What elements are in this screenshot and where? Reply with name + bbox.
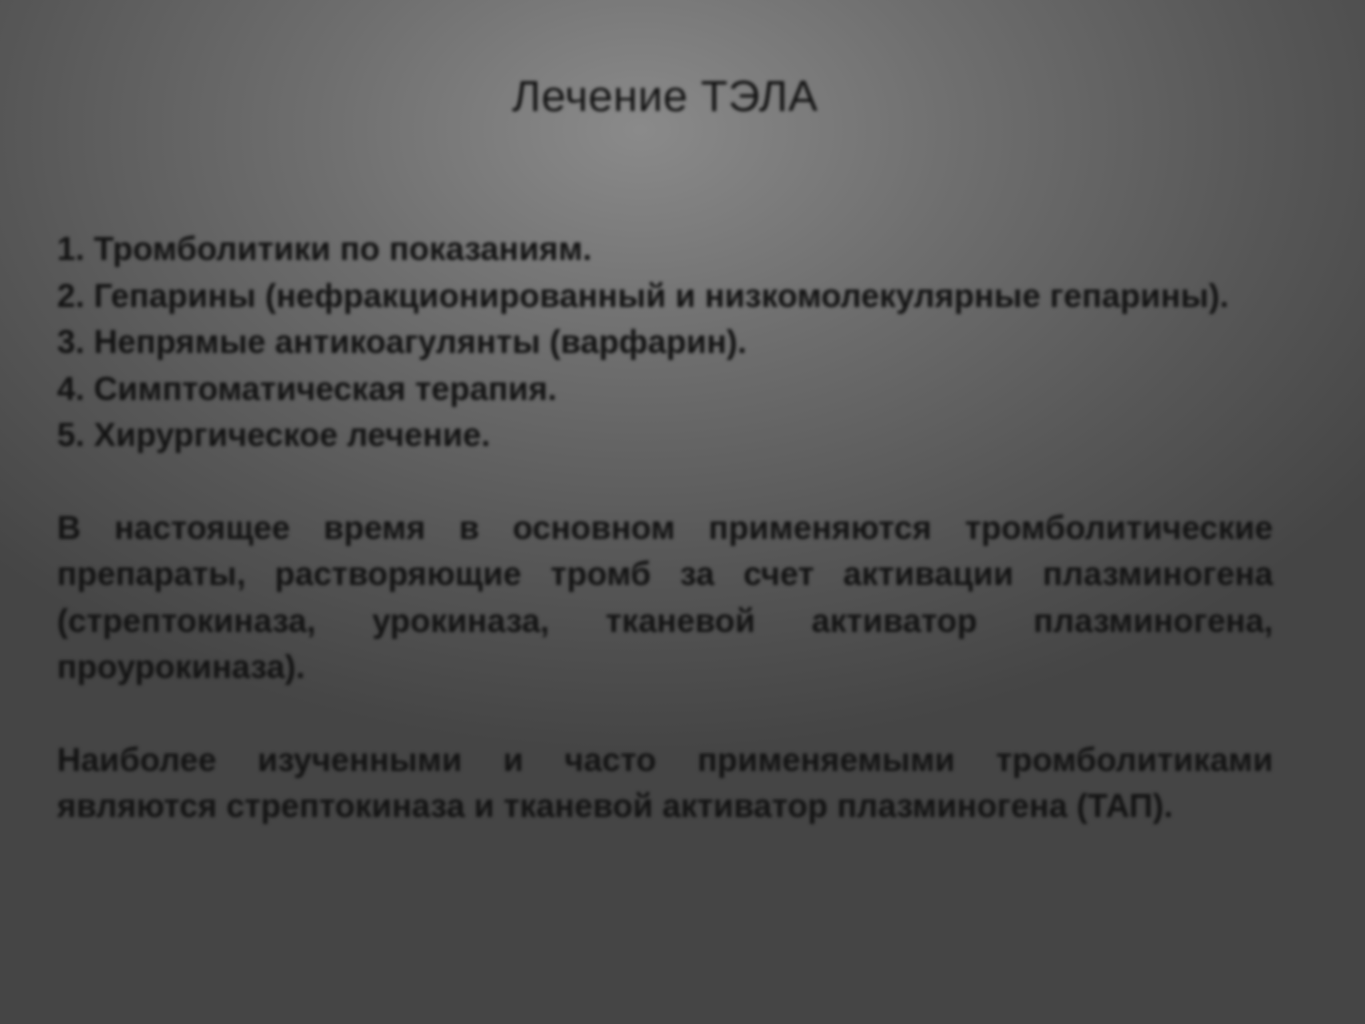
list-item: 2. Гепарины (нефракционированный и низкомолекулярные гепарины). <box>57 276 1229 314</box>
list-item: 3. Непрямые антикоагулянты (варфарин). <box>57 323 747 360</box>
list-item: 5. Хирургическое лечение. <box>57 416 491 453</box>
thrombolytics-paragraph: В настоящее время в основном применяются тромболитические препараты, растворяющие тромб за счет активации плазминогена (стрептокиназа, урокиназа, тканевой активатор плазминогена, проурокиназа). <box>57 508 1273 685</box>
treatment-list <box>57 226 1273 459</box>
slide-body <box>57 226 1273 830</box>
list-item: 4. Симптоматическая терапия. <box>57 369 557 407</box>
list-item: 1. Тромболитики по показаниям. <box>57 230 592 267</box>
studied-thrombolytics-paragraph: Наиболее изученными и часто применяемыми тромболитиками являются стрептокиназа и тканевой активатор плазминогена (ТАП). <box>57 740 1273 824</box>
slide-title: Лечение ТЭЛА <box>511 72 819 121</box>
